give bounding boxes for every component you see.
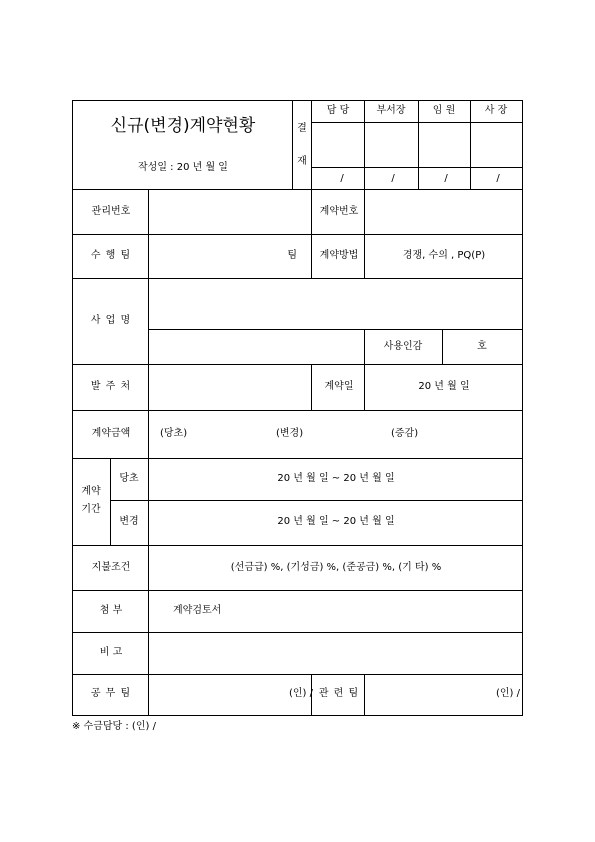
permit-suffix: 호 [477,341,487,352]
row-line [72,364,523,365]
collection-note: ※ 수금담당 : (인) / [72,721,156,732]
permit-value-line [442,329,443,364]
period-changed-label: 변경 [119,516,139,527]
works-team-sign: (인) / [288,688,313,699]
works-team-label: 공 무 팀 [90,688,132,699]
team-suffix: 팀 [287,250,297,261]
row-line [72,410,523,411]
approval-date-line [311,167,523,168]
row-line [72,545,523,546]
method-value: 경쟁, 수의 , PQ(P) [402,250,486,261]
row-line [72,590,523,591]
approval-col-executive: 임 원 [432,105,456,116]
amount-initial: (당초) [160,428,188,439]
period-initial-label: 당초 [119,473,139,484]
related-team-label: 관 련 팀 [318,688,360,699]
header-divider [292,100,293,189]
remarks-label: 비 고 [99,647,123,658]
payment-value: (선금급) %, (기성금) %, (준공금) %, (기 타) % [230,562,442,573]
contract-no-label: 계약번호 [319,206,359,217]
approval-col-staff: 담 당 [326,105,350,116]
permit-col-line [364,329,365,364]
mgmt-no-label: 관리번호 [91,206,131,217]
row-line [110,500,523,501]
approval-col-dept-head: 부서장 [376,105,406,116]
row-line [72,458,523,459]
period-changed-value: 20 년 월 일 ~ 20 년 월 일 [277,516,395,527]
approval-label-top: 결 [297,123,307,134]
form-title: 신규(변경)계약현황 [110,116,256,136]
row-line [72,278,523,279]
approval-date-slash: / [340,173,344,184]
period-initial-value: 20 년 월 일 ~ 20 년 월 일 [277,473,395,484]
amount-diff: (증감) [391,428,419,439]
permit-label: 사용인감 [383,341,423,352]
mid-col-line [311,189,312,278]
mid-col-line [311,364,312,410]
approval-label-divider [311,100,312,189]
approval-col-divider [470,100,471,189]
period-sub-col-line [110,458,111,545]
row-line [72,234,523,235]
contract-date-label: 계약일 [324,381,354,392]
method-label: 계약방법 [319,250,359,261]
label-col-line [148,545,149,716]
payment-label: 지불조건 [91,562,131,573]
approval-date-slash: / [496,173,500,184]
row-line [72,189,523,190]
amount-label: 계약금액 [91,428,131,439]
amount-changed: (변경) [276,428,304,439]
approval-col-divider [364,100,365,189]
approval-label-bottom: 재 [297,156,307,167]
row-line [72,632,523,633]
period-value-col-line [148,458,149,545]
approval-date-slash: / [444,173,448,184]
mid-col-line [364,364,365,410]
approval-date-slash: / [391,173,395,184]
related-team-sign: (인) / [495,688,520,699]
period-label-2: 기간 [81,504,101,515]
project-label: 사 업 명 [90,315,132,326]
mid-col-line [364,189,365,278]
row-line [72,674,523,675]
form-frame [72,100,523,716]
attach-value: 계약검토서 [173,605,222,616]
team-label: 수 행 팀 [90,250,132,261]
client-label: 발 주 처 [90,381,132,392]
approval-header-line [311,122,523,123]
period-label-1: 계약 [81,486,101,497]
row-line [148,329,523,330]
label-col-line [148,189,149,458]
date-line: 작성일 : 20 년 월 일 [138,162,228,173]
contract-date-value: 20 년 월 일 [418,381,470,392]
approval-col-divider [418,100,419,189]
attach-label: 첨 부 [99,605,123,616]
mid-col-line [364,674,365,716]
approval-col-president: 사 장 [484,105,508,116]
